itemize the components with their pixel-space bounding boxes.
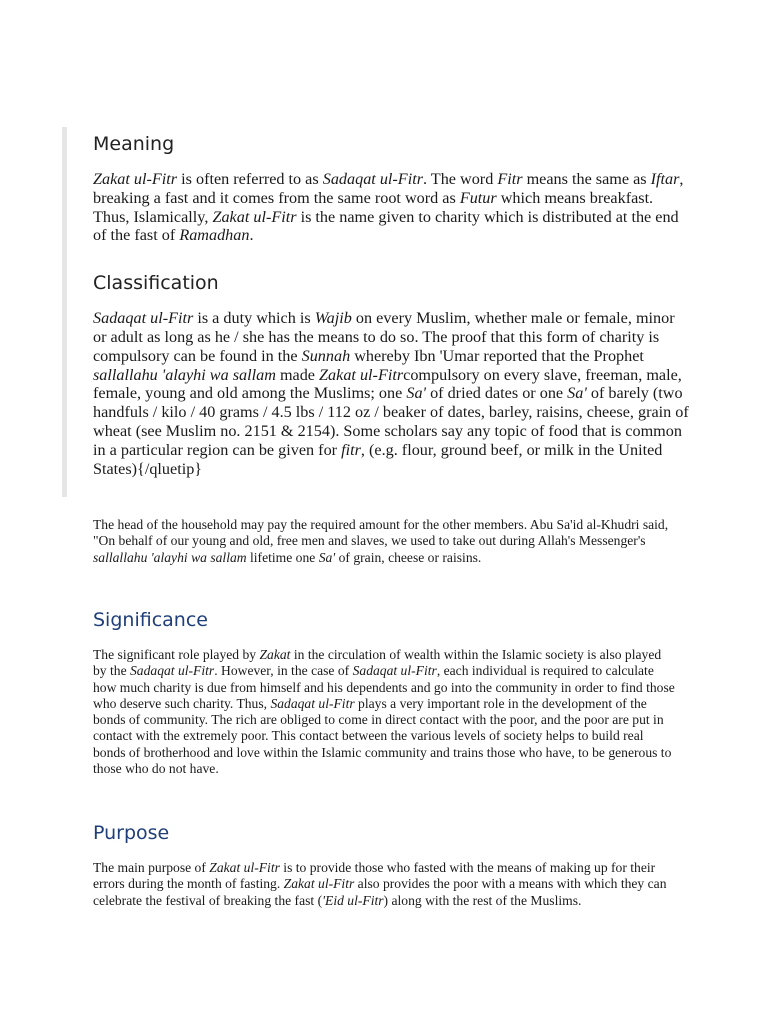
- classification-heading: Classification: [93, 272, 219, 295]
- meaning-heading: Meaning: [93, 133, 175, 155]
- purpose-paragraph: The main purpose of Zakat ul-Fitr is to provide those who fasted with the means of making up for their errors during the month of fasting. Zakat ul-Fitr also provides the poor with a means with which they can celebrate the festival of breaking the fast ('Eid ul-Fitr) along with the rest of the Muslims.: [93, 860, 667, 908]
- significance-heading: Significance: [93, 609, 208, 631]
- household-paragraph: The head of the household may pay the required amount for the other members. Abu Sa'id al-Khudri said, "On behalf of our young and old, free men and slaves, we used to take out during Allah's Messenger's sallallahu 'alayhi wa sallam lifetime one Sa' of grain, cheese or raisins.: [93, 517, 669, 565]
- classification-paragraph: Sadaqat ul-Fitr is a duty which is Wajib on every Muslim, whether male or female, minor or adult as long as he / she has the means to do so. The proof that this form of charity is compulsory can be found in the Sunnah whereby Ibn 'Umar reported that the Prophet sallallahu 'alayhi wa sallam made Zakat ul-Fitrcompulsory on every slave, freeman, male, female, young and old among the Muslims; one Sa' of dried dates or one Sa' of barely (two handfuls / kilo / 40 grams / 4.5 lbs / 112 oz / beaker of dates, barley, raisins, cheese, grain of wheat (see Muslim no. 2151 & 2154). Some scholars say any topic of food that is common in a particular region can be given for fitr, (e.g. flour, ground beef, or milk in the United States){/qluetip}: [93, 309, 689, 478]
- quote-block: [62, 127, 692, 497]
- significance-paragraph: The significant role played by Zakat in the circulation of wealth within the Islamic society is also played by the Sadaqat ul-Fitr. However, in the case of Sadaqat ul-Fitr, each individual is required to calculate how much charity is due from himself and his dependents and go into the community in order to find those who deserve such charity. Thus, Sadaqat ul-Fitr plays a very important role in the development of the bonds of community. The rich are obliged to come in direct contact with the poor, and the poor are put in contact with the extremely poor. This contact between the various levels of society helps to build real bonds of brotherhood and love within the Islamic community and trains those who have, to be generous to those who do not have.: [93, 647, 675, 777]
- meaning-paragraph: Zakat ul-Fitr is often referred to as Sadaqat ul-Fitr. The word Fitr means the same as Iftar, breaking a fast and it comes from the same root word as Futur which means breakfast. Thus, Islamically, Zakat ul-Fitr is the name given to charity which is distributed at the end of the fast of Ramadhan.: [93, 170, 684, 245]
- purpose-heading: Purpose: [93, 822, 170, 844]
